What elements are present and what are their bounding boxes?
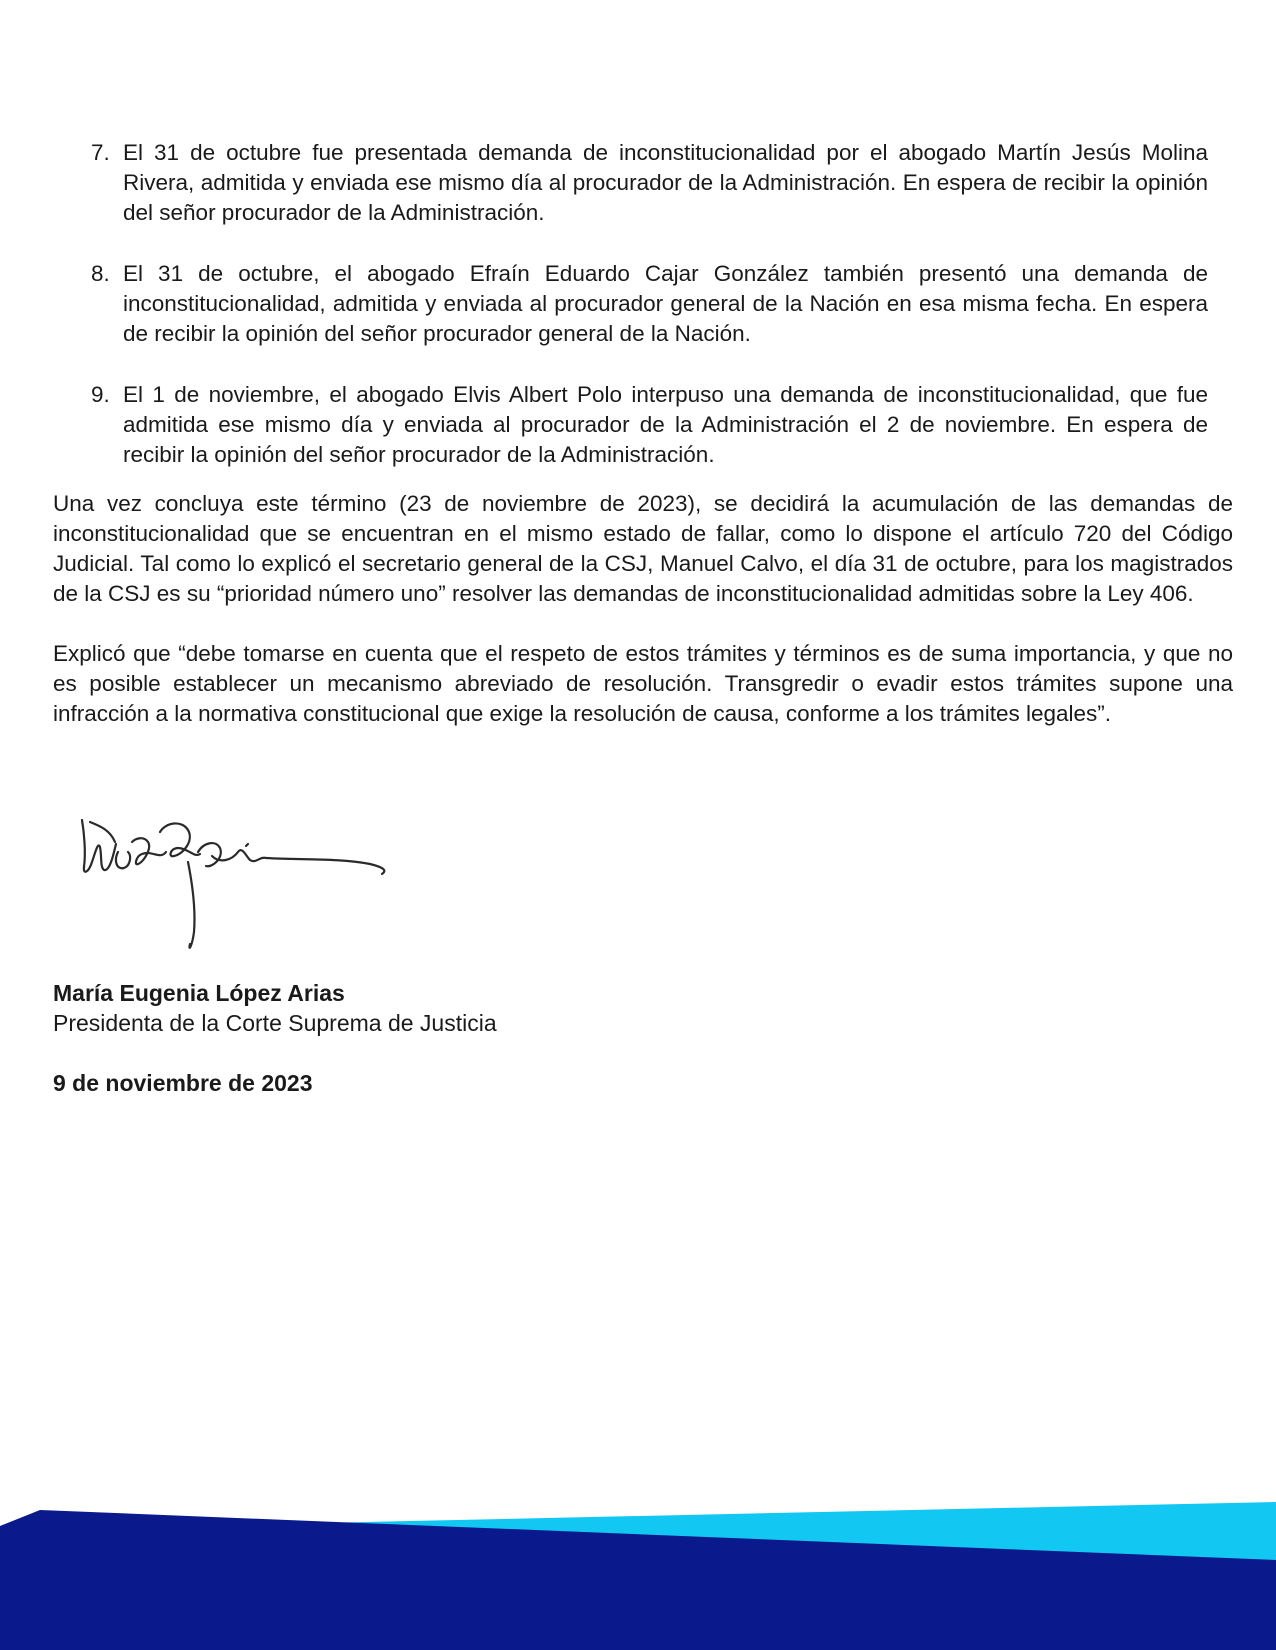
list-item-number: 9. [91, 382, 110, 407]
signer-name: María Eugenia López Arias [53, 980, 345, 1006]
document-date: 9 de noviembre de 2023 [53, 1070, 313, 1096]
paragraph: Una vez concluya este término (23 de noviembre de 2023), se decidirá la acumulación de las demandas de inconstitucionalidad que se encuentran en el mismo estado de fallar, como lo dispone el artículo 720 del Código Judicial. Tal como lo explicó el secretario general de la CSJ, Manuel Calvo, el día 31 de octubre, para los magistrados de la CSJ es su “prioridad número uno” resolver las demandas de inconstitucionalidad admitidas sobre la Ley 406. [53, 491, 1233, 606]
list-item-number: 8. [91, 261, 110, 286]
document-body [53, 138, 1233, 729]
list-item-number: 7. [91, 140, 110, 165]
footer-decorative-band [0, 1500, 1276, 1650]
handwritten-signature [70, 812, 410, 957]
paragraph: Explicó que “debe tomarse en cuenta que el respeto de estos trámites y términos es de suma importancia, y que no es posible establecer un mecanismo abreviado de resolución. Transgredir o evadir estos trámites supone una infracción a la normativa constitucional que exige la resolución de causa, conforme a los trámites legales”. [53, 641, 1233, 726]
list-item [53, 138, 1208, 228]
numbered-list [53, 138, 1233, 470]
list-item-text: El 1 de noviembre, el abogado Elvis Albert Polo interpuso una demanda de inconstitucionalidad, que fue admitida ese mismo día y enviada al procurador de la Administración el 2 de noviembre. En espera de recibir la opinión del señor procurador de la Administración. [123, 382, 1208, 467]
signer-block [53, 978, 497, 1038]
list-item-text: El 31 de octubre fue presentada demanda de inconstitucionalidad por el abogado Martín Jesús Molina Rivera, admitida y enviada ese mismo día al procurador de la Administración. En espera de recibir la opinión del señor procurador de la Administración. [123, 140, 1208, 225]
list-item-text: El 31 de octubre, el abogado Efraín Eduardo Cajar González también presentó una demanda de inconstitucionalidad, admitida y enviada al procurador general de la Nación en esa misma fecha. En espera de recibir la opinión del señor procurador general de la Nación. [123, 261, 1208, 346]
list-item [53, 259, 1208, 349]
signer-role: Presidenta de la Corte Suprema de Justicia [53, 1010, 497, 1036]
list-item [53, 380, 1208, 470]
